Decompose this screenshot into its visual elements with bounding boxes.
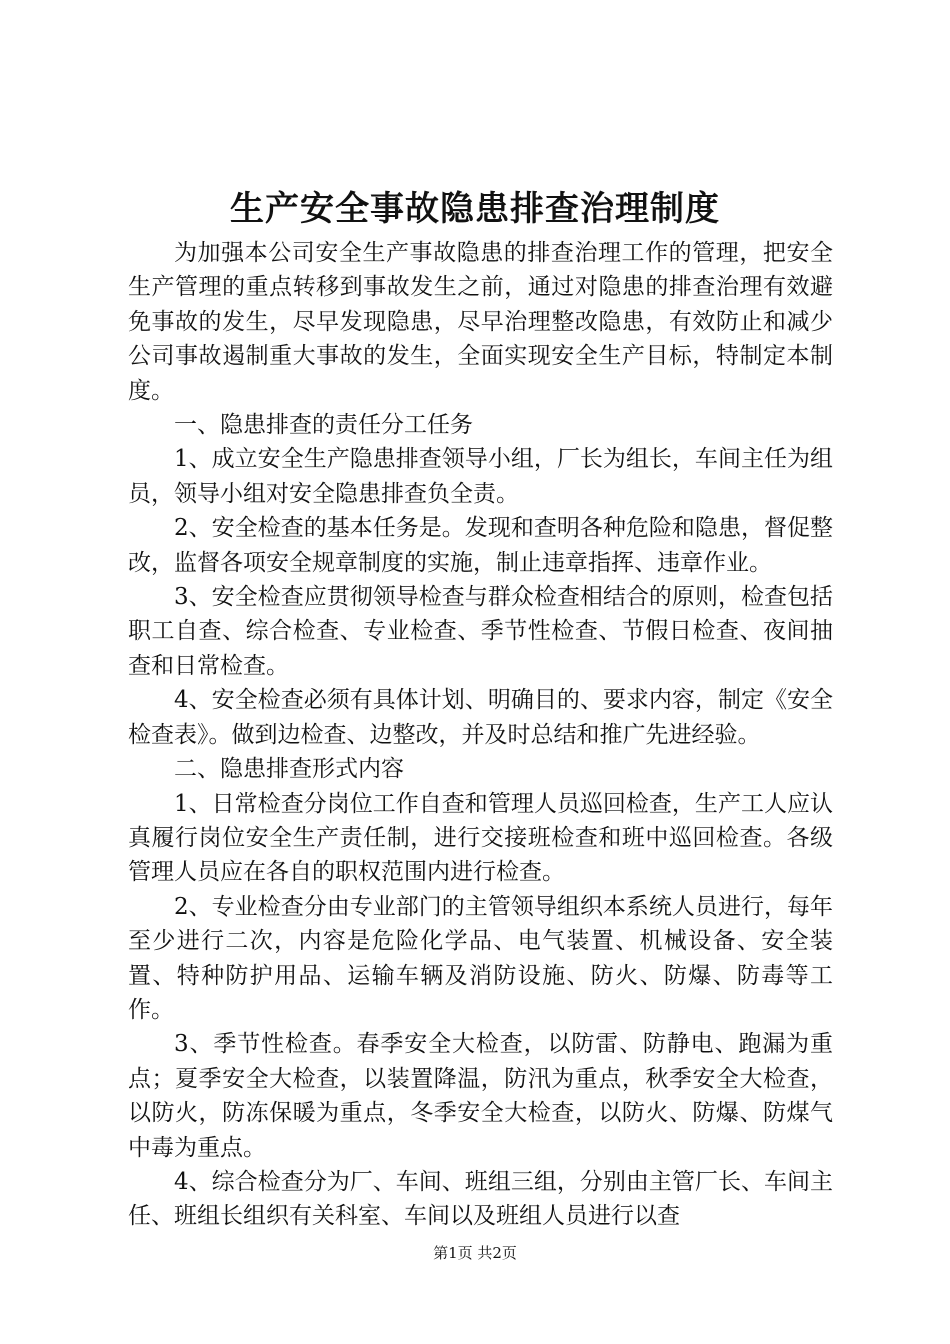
paragraph: 4、综合检查分为厂、车间、班组三组，分别由主管厂长、车间主任、班组长组织有关科室、车间以及班组人员进行以查 (128, 1168, 833, 1230)
paragraph: 4、安全检查必须有具体计划、明确目的、要求内容，制定《安全检查表》。做到边检查、边整改，并及时总结和推广先进经验。 (128, 687, 833, 748)
document-title: 生产安全事故隐患排查治理制度 (230, 189, 720, 229)
paragraph: 3、季节性检查。春季安全大检查，以防雷、防静电、跑漏为重点；夏季安全大检查，以装置降温，防汛为重点，秋季安全大检查，以防火，防冻保暖为重点，冬季安全大检查，以防火、防爆、防煤气中毒为重点。 (128, 1031, 833, 1161)
page-footer: 第1页 共2页 (433, 1244, 517, 1262)
document-body (128, 236, 833, 1234)
paragraph: 2、专业检查分由专业部门的主管领导组织本系统人员进行，每年至少进行二次，内容是危险化学品、电气装置、机械设备、安全装置、特种防护用品、运输车辆及消防设施、防火、防爆、防毒等工作。 (128, 893, 833, 1023)
paragraph: 2、安全检查的基本任务是。发现和查明各种危险和隐患，督促整改，监督各项安全规章制度的实施，制止违章指挥、违章作业。 (128, 515, 833, 576)
paragraph-intro: 为加强本公司安全生产事故隐患的排查治理工作的管理，把安全生产管理的重点转移到事故发生之前，通过对隐患的排查治理有效避免事故的发生，尽早发现隐患，尽早治理整改隐患，有效防止和减少公司事故遏制重大事故的发生，全面实现安全生产目标，特制定本制度。 (128, 240, 833, 404)
section-heading-2: 二、隐患排查形式内容 (174, 756, 404, 783)
section-heading-1: 一、隐患排查的责任分工任务 (174, 412, 473, 439)
paragraph: 1、成立安全生产隐患排查领导小组，厂长为组长，车间主任为组员，领导小组对安全隐患排查负全责。 (128, 446, 833, 507)
paragraph: 1、日常检查分岗位工作自查和管理人员巡回检查，生产工人应认真履行岗位安全生产责任制，进行交接班检查和班中巡回检查。各级管理人员应在各自的职权范围内进行检查。 (128, 790, 833, 886)
paragraph: 3、安全检查应贯彻领导检查与群众检查相结合的原则，检查包括职工自查、综合检查、专业检查、季节性检查、节假日检查、夜间抽查和日常检查。 (128, 584, 833, 679)
